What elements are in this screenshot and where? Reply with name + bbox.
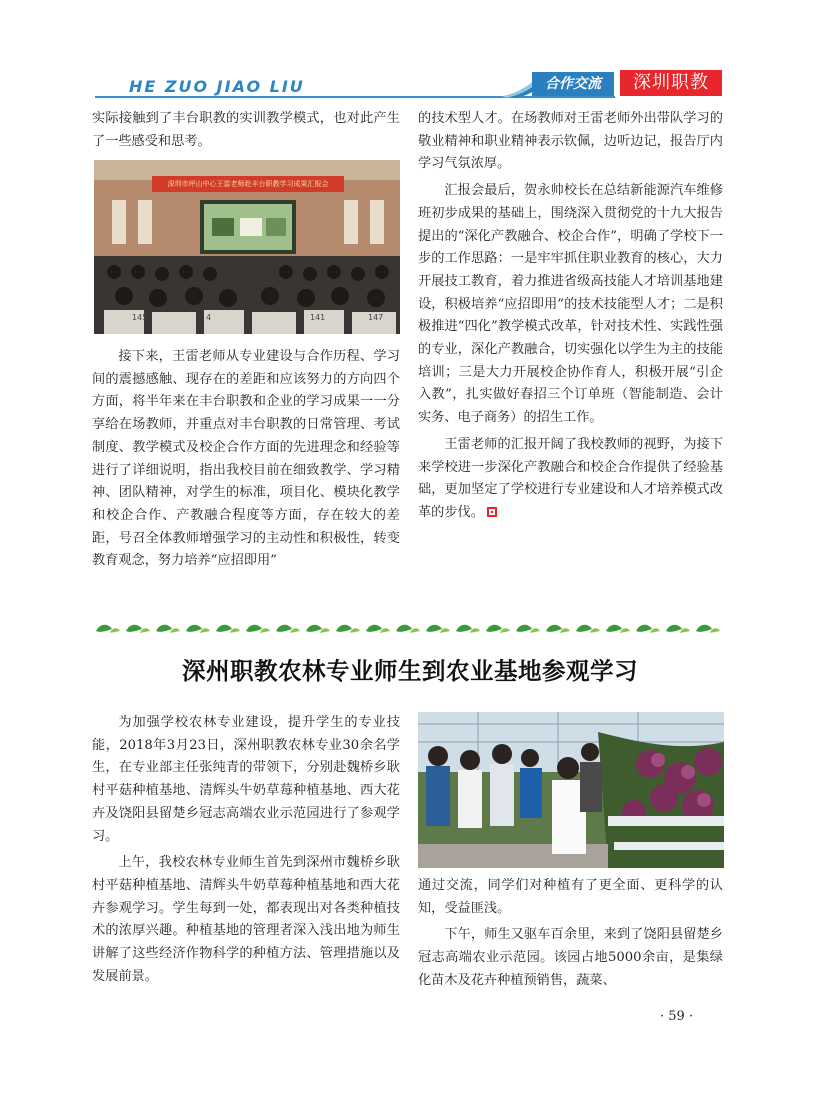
journal-tag: 深圳职教 [620, 70, 722, 96]
article2-paragraph: 下午，师生又驱车百余里，来到了饶阳县留楚乡冠志高端农业示范园。该园占地5000余亩，是集绿化苗木及花卉种植预销售，蔬菜、 [418, 927, 723, 988]
meeting-photo [94, 160, 400, 334]
article1-closing [418, 434, 723, 525]
article1-left-top [92, 108, 400, 153]
section-tag: 合作交流 [532, 72, 614, 96]
article2-title: 深州职教农林专业师生到农业基地参观学习 [182, 657, 638, 685]
article1-paragraph: 接下来，王雷老师从专业建设与合作历程、学习间的震撼感触、现存在的差距和应该努力的方向四个方面，将半年来在丰台职教和企业的学习成果一一分享给在场教师，并重点对丰台职教的日常管理、考试制度、教学模式及校企合作方面的先进理念和经验等进行了详细说明，指出我校目前在细致教学、学习精神、团队精神，对学生的标准，项目化、模块化教学和校企合作、产教融合程度等方面，存在较大的差距，号召全体教师增强学习的主动性和积极性，转变教育观念，努力培养“应招即用” [92, 349, 400, 569]
article1-paragraph-text: 王雷老师的汇报开阔了我校教师的视野，为接下来学校进一步深化产教融合和校企合作提供了经验基础，更加坚定了学校进行专业建设和人才培养模式改革的步伐。 [418, 436, 723, 520]
article2-right [418, 875, 723, 993]
article1-right [418, 108, 723, 525]
article1-paragraph: 汇报会最后，贺永帅校长在总结新能源汽车维修班初步成果的基础上，围绕深入贯彻党的十九大报告提出的“深化产教融合、校企合作”，明确了学校下一步的工作思路：一是牢牢抓住职业教育的核心，大力开展技工教育，着力推进省级高技能人才培训基地建设，积极培养“应招即用”的技术技能型人才；二是积极推进“四化”教学模式改革，针对技术性、实践性强的专业，深化产教融合，切实强化以学生为主的技能培训；三是大力开展校企协作育人，积极开展“引企入教”，扎实做好春招三个订单班（智能制造、会计实务、电子商务）的招生工作。 [418, 183, 723, 426]
leaf-divider [92, 621, 722, 635]
seat-number: 141 [310, 313, 326, 322]
article2-paragraph: 为加强学校农林专业建设，提升学生的专业技能，2018年3月23日，深州职教农林专业30余名学生，在专业部主任张纯青的带领下，分别赴魏桥乡耿村平菇种植基地、清辉头牛奶草莓种植基地、西大花卉及饶阳县留楚乡冠志高端农业示范园进行了参观学习。 [92, 715, 400, 844]
article2-paragraph: 通过交流，同学们对种植有了更全面、更科学的认知，受益匪浅。 [418, 878, 723, 916]
meeting-banner: 深圳市坪山中心王雷老师赴丰台职教学习成果汇报会 [152, 176, 344, 192]
greenhouse-photo [418, 712, 724, 868]
article1-paragraph: 的技术型人才。在场教师对王雷老师外出带队学习的敬业精神和职业精神表示钦佩，边听边记，报告厅内学习气氛浓厚。 [418, 111, 723, 172]
article2-paragraph: 上午，我校农林专业师生首先到深州市魏桥乡耿村平菇种植基地、清辉头牛奶草莓种植基地和西大花卉参观学习。学生每到一处，都表现出对各类种植技术的浓厚兴趣。种植基地的管理者深入浅出地为师生讲解了这些经济作物科学的种植方法、管理措施以及发展前景。 [92, 855, 400, 984]
end-mark-icon [487, 507, 497, 517]
greenhouse-photo-image [418, 712, 724, 868]
header-brand: HE ZUO JIAO LIU [129, 77, 305, 96]
article2-left [92, 712, 400, 988]
seat-number: 145 [132, 313, 148, 322]
page-number: · 59 · [660, 1009, 694, 1024]
article1-left-bottom [92, 346, 400, 573]
seat-number: 4 [206, 313, 212, 322]
article1-paragraph: 实际接触到了丰台职教的实训教学模式，也对此产生了一些感受和思考。 [92, 111, 400, 149]
seat-number: 147 [368, 313, 384, 322]
